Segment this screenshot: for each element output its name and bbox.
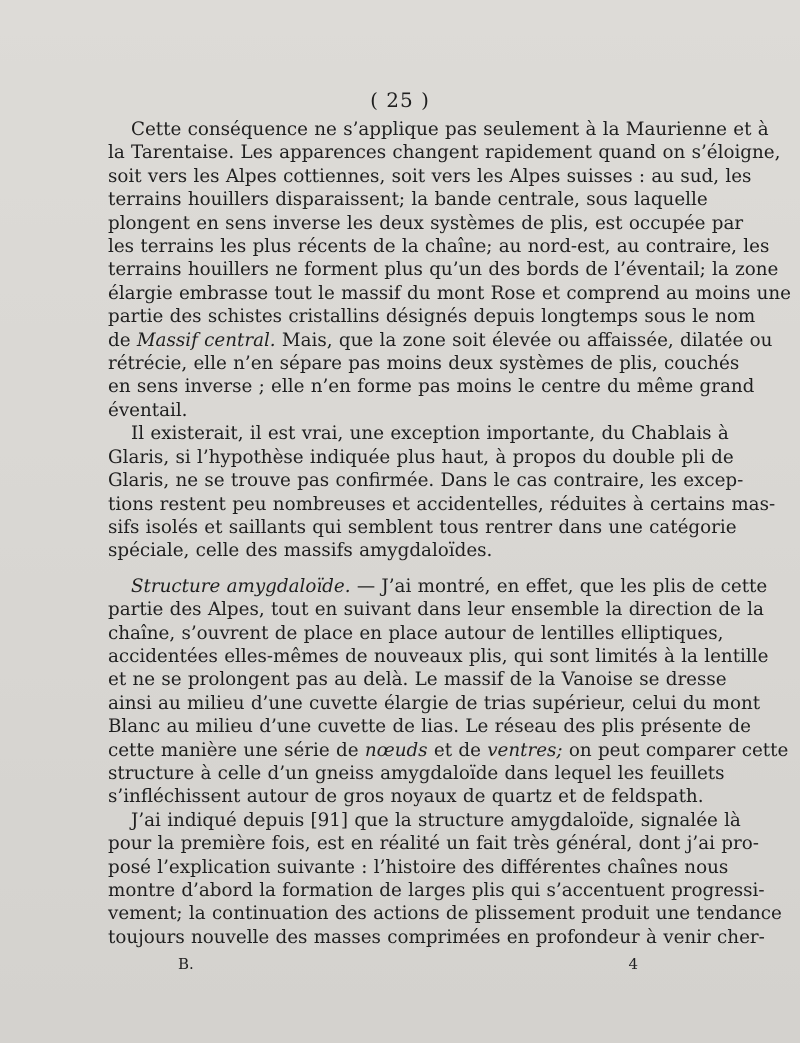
text-line: J’ai indiqué depuis [91] que la structure amygdaloïde, signalée là — [131, 809, 741, 831]
text-line: Glaris, ne se trouve pas confirmée. Dans le cas contraire, les excep- — [108, 470, 744, 492]
text-run: cette manière une série de — [108, 739, 365, 761]
section-heading: Structure amygdaloïde. — [131, 575, 351, 597]
text-line: et ne se prolongent pas au delà. Le massif de la Vanoise se dresse — [108, 669, 727, 691]
paragraph-2 — [108, 422, 776, 562]
text-line: rétrécie, elle n’en sépare pas moins deux systèmes de plis, couchés — [108, 353, 740, 375]
text-line: toujours nouvelle des masses comprimées en profondeur à venir cher- — [108, 926, 765, 948]
page-number: ( 25 ) — [370, 88, 430, 112]
paragraph-1 — [108, 118, 792, 422]
page-footer — [178, 955, 638, 973]
text-line: éventail. — [108, 399, 188, 421]
text-line: accidentées elles-mêmes de nouveaux plis, qui sont limités à la lentille — [108, 645, 769, 667]
emphasis-text: ventres; — [487, 739, 563, 761]
text-run: on peut comparer cette — [562, 739, 789, 761]
text-line — [108, 739, 789, 762]
text-line: Cette conséquence ne s’applique pas seulement à la Maurienne et à — [131, 119, 769, 140]
text-line: en sens inverse ; elle n’en forme pas moins le centre du même grand — [108, 376, 755, 398]
text-line: ainsi au milieu d’une cuvette élargie de trias supérieur, celui du mont — [108, 692, 761, 714]
text-line: Blanc au milieu d’une cuvette de lias. Le réseau des plis présente de — [108, 716, 751, 738]
text-line: spéciale, celle des massifs amygdaloïdes. — [108, 540, 493, 562]
text-line: les terrains les plus récents de la chaîne; au nord-est, au contraire, les — [108, 236, 770, 258]
text-line — [108, 575, 768, 598]
text-run: et de — [427, 739, 488, 761]
signature-mark: B. — [178, 955, 194, 973]
text-run: Mais, que la zone soit élevée ou affaissée, dilatée ou — [275, 329, 773, 351]
body-text — [108, 118, 792, 949]
text-line: la Tarentaise. Les apparences changent rapidement quand on s’éloigne, — [108, 142, 781, 164]
text-run: de — [108, 329, 137, 351]
text-line: terrains houillers ne forment plus qu’un des bords de l’éventail; la zone — [108, 259, 779, 281]
emphasis-text: nœuds — [364, 739, 428, 761]
text-line: structure à celle d’un gneiss amygdaloïde dans lequel les feuillets — [108, 762, 725, 784]
text-line: chaîne, s’ouvrent de place en place autour de lentilles elliptiques, — [108, 622, 724, 644]
text-line: pour la première fois, est en réalité un fait très général, dont j’ai pro- — [108, 833, 759, 855]
text-line: vement; la continuation des actions de plissement produit une tendance — [108, 903, 782, 925]
text-line: montre d’abord la formation de larges plis qui s’accentuent progressi- — [108, 880, 765, 901]
text-line: s’infléchissent autour de gros noyaux de quartz et de feldspath. — [108, 786, 704, 808]
text-line: Il existerait, il est vrai, une exception importante, du Chablais à — [131, 423, 729, 445]
text-line: terrains houillers disparaissent; la bande centrale, sous laquelle — [108, 189, 708, 211]
text-line: partie des schistes cristallins désignés depuis longtemps sous le nom — [108, 306, 756, 328]
text-line: posé l’explication suivante : l’histoire des différentes chaînes nous — [108, 856, 729, 878]
text-run: — J’ai montré, en effet, que les plis de cette — [350, 575, 768, 597]
text-line: sifs isolés et saillants qui semblent tous rentrer dans une catégorie — [108, 516, 737, 538]
paragraph-4 — [108, 809, 782, 949]
text-line — [108, 329, 773, 352]
emphasis-text: Massif central. — [136, 329, 276, 351]
text-line: partie des Alpes, tout en suivant dans leur ensemble la direction de la — [108, 599, 764, 621]
text-line: élargie embrasse tout le massif du mont Rose et comprend au moins une — [108, 282, 792, 304]
text-line: plongent en sens inverse les deux systèmes de plis, est occupée par — [108, 212, 744, 234]
text-line: tions restent peu nombreuses et accidentelles, réduites à certains mas- — [108, 493, 776, 515]
text-line: Glaris, si l’hypothèse indiquée plus haut, à propos du double pli de — [108, 446, 734, 468]
text-line: soit vers les Alpes cottiennes, soit vers les Alpes suisses : au sud, les — [108, 165, 752, 187]
sheet-number: 4 — [628, 955, 638, 973]
paragraph-3 — [108, 575, 789, 809]
